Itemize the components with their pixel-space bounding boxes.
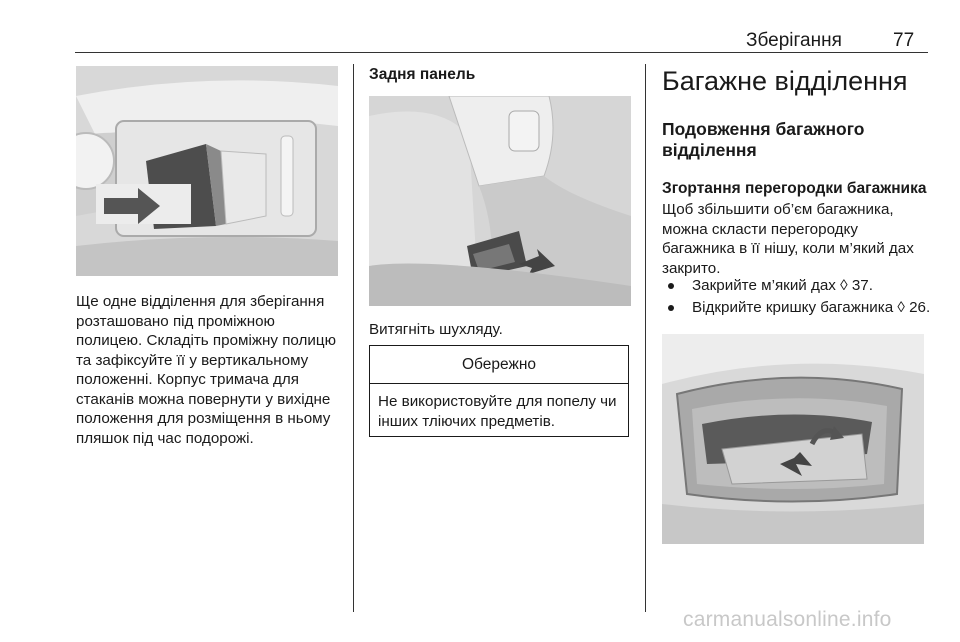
- storage-compartment-illustration: [76, 66, 338, 276]
- column-divider-left: [353, 64, 354, 612]
- running-header-title: Зберігання: [746, 30, 842, 51]
- rear-panel-drawer-drawing: [369, 96, 631, 306]
- section-subtitle: Подовження багажного відділення: [662, 119, 865, 160]
- trunk-partition-drawing: [662, 334, 924, 544]
- bullet-dot: [668, 305, 674, 311]
- header-rule: [75, 52, 928, 53]
- rear-panel-drawer-illustration: [369, 96, 631, 306]
- watermark: carmanualsonline.info: [683, 608, 892, 631]
- page-number: 77: [893, 30, 915, 51]
- bullet-dot: [668, 283, 674, 289]
- rear-panel-heading: Задня панель: [369, 66, 476, 83]
- storage-compartment-drawing: [76, 66, 338, 276]
- drawer-caption: Витягніть шухляду.: [369, 321, 503, 338]
- caution-box: [369, 345, 629, 437]
- bullet-text: Відкрийте кришку багажника ◊ 26.: [692, 299, 931, 316]
- right-paragraph: Щоб збільшити об’єм багажника, можна скласти перегородку багажника в її нішу, коли м’який дах закрито.: [662, 201, 914, 277]
- column-divider-right: [645, 64, 646, 612]
- bullet-text: Закрийте м’який дах ◊ 37.: [692, 277, 873, 294]
- partition-fold-heading: Згортання перегородки багажника: [662, 180, 927, 197]
- trunk-partition-illustration: [662, 334, 924, 544]
- caution-title: Обережно: [370, 346, 628, 384]
- caution-text: Не використовуйте для попелу чи інших тліючих предметів.: [378, 393, 617, 430]
- left-paragraph: Ще одне відділення для зберігання розташовано під проміжною полицею. Складіть проміжну полицю та зафіксуйте її у вертикальному положенні. Корпус тримача для стаканів можна повернути у вихідне положення для розміщення в ньому пляшок під час подорожі.: [76, 293, 336, 447]
- section-title: Багажне відділення: [662, 66, 908, 96]
